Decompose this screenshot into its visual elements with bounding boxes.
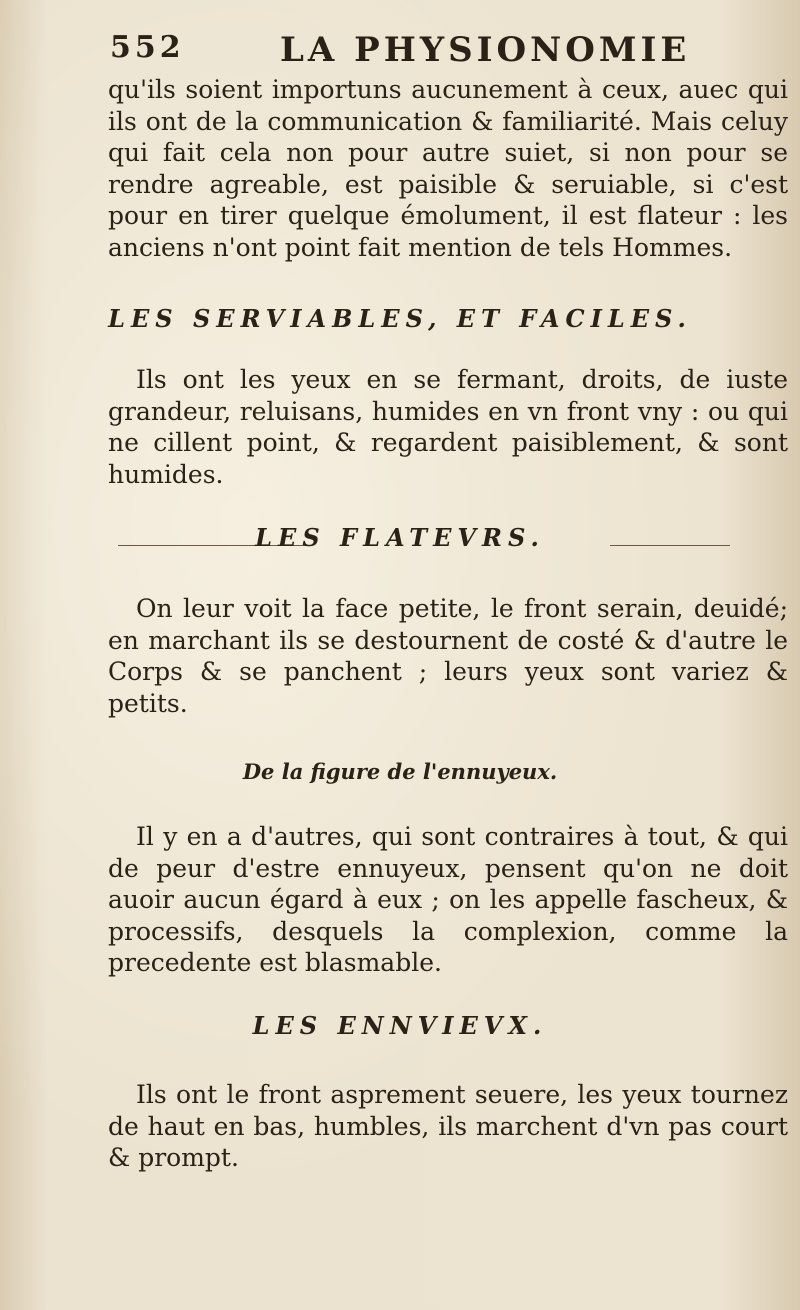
section-heading-envieux: LES ENNVIEVX. [252,1011,548,1040]
section-heading-serviables: LES SERVIABLES, ET FACILES. [108,304,692,333]
paragraph-text: Ils ont les yeux en se fermant, droits, de iuste grandeur, reluisans, humides en vn front vny : ou qui ne cillent point, & regardent paisiblement, & sont humides. [108,365,788,489]
page-header [110,30,750,74]
section-heading-ennuyeux: De la figure de l'ennuyeux. [242,759,558,784]
divider-right [610,545,730,546]
section-heading-flateurs: LES FLATEVRS. [255,523,545,552]
running-title: LA PHYSIONOMIE [280,30,691,70]
page-number: 552 [110,30,185,65]
paragraph-flateurs [108,593,788,719]
paragraph-serviables [108,364,788,490]
paragraph-ennuyeux [108,821,788,979]
paragraph-continuation [108,74,788,263]
paragraph-text: Ils ont le front asprement seuere, les yeux tournez de haut en bas, humbles, ils marchent d'vn pas court & prompt. [108,1080,788,1172]
paragraph-envieux [108,1079,788,1174]
paragraph-text: Il y en a d'autres, qui sont contraires à tout, & qui de peur d'estre ennuyeux, pensent qu'on ne doit auoir aucun égard à eux ; on les appelle fascheux, & processifs, desquels la complexion, comme la precedente est blasmable. [108,822,788,977]
paragraph-text: On leur voit la face petite, le front serain, deuidé; en marchant ils se destournent de costé & d'autre le Corps & se panchent ; leurs yeux sont variez & petits. [108,594,788,718]
paragraph-text: qu'ils soient importuns aucunement à ceux, auec qui ils ont de la communication & familiarité. Mais celuy qui fait cela non pour autre suiet, si non pour se rendre agreable, est paisible & seruiable, si c'est pour en tirer quelque émolument, il est flateur : les anciens n'ont point fait mention de tels Hommes. [108,75,788,262]
